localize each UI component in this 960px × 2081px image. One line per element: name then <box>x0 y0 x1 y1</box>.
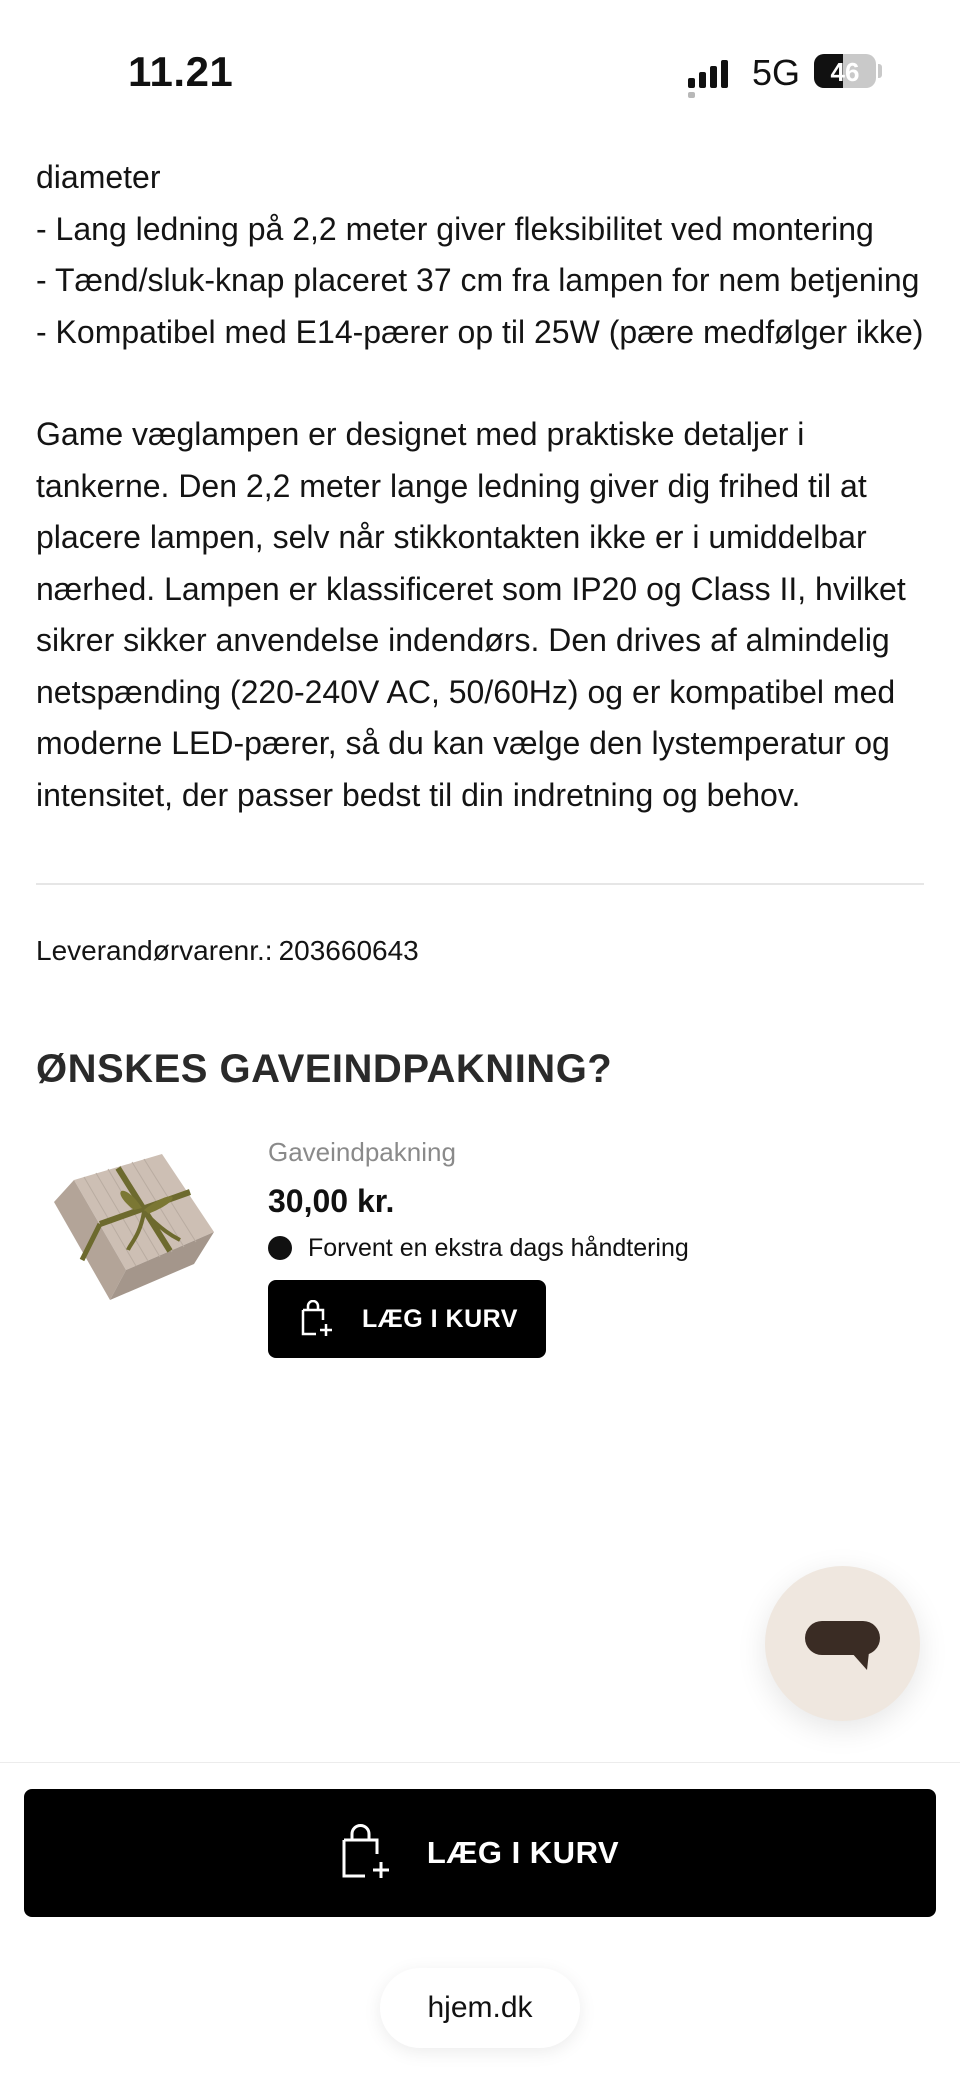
gift-wrap-name: Gaveindpakning <box>268 1137 456 1167</box>
spec-list <box>36 152 926 358</box>
gift-wrap-card <box>36 1134 926 1374</box>
spec-line: - Tænd/sluk-knap placeret 37 cm fra lampen for nem betjening <box>36 262 920 298</box>
bottom-cart-bar <box>0 1762 960 1940</box>
shopping-bag-plus-icon <box>341 1824 391 1882</box>
divider <box>36 883 924 885</box>
battery-percent: 46 <box>830 57 860 87</box>
spec-line: diameter <box>36 159 161 195</box>
status-bar <box>0 0 960 144</box>
supplier-label: Leverandørvarenr.: <box>36 935 273 966</box>
supplier-number: 203660643 <box>278 935 419 966</box>
status-dot-icon <box>268 1236 292 1260</box>
battery-icon <box>814 54 876 88</box>
add-to-cart-label: LÆG I KURV <box>426 1835 620 1870</box>
network-type: 5G <box>752 52 801 93</box>
chat-button[interactable] <box>765 1566 920 1721</box>
battery-tip <box>878 64 882 78</box>
add-to-cart-button[interactable] <box>24 1789 936 1917</box>
status-time: 11.21 <box>128 48 234 95</box>
gift-wrap-note-text: Forvent en ekstra dags håndtering <box>308 1234 689 1262</box>
spec-line: - Lang ledning på 2,2 meter giver fleksibilitet ved montering <box>36 210 874 247</box>
supplier-number-row <box>36 931 926 971</box>
browser-bar <box>0 1940 960 2081</box>
product-description: Game væglampen er designet med praktiske detaljer i tankerne. Den 2,2 meter lange ledning giver dig frihed til at placere lampen, selv når stikkontakten ikke er i umiddelbar nærhed. Lampen er klassificeret som IP20 og Class II, hvilket sikrer sikker anvendelse indendørs. Den drives af almindelig netspænding (220-240V AC, 50/60Hz) og er kompatibel med moderne LED-pærer, så du kan vælge den lystemperatur og intensitet, der passer bedst til din indretning og behov. <box>36 416 906 813</box>
shopping-bag-plus-icon <box>300 1300 334 1338</box>
spec-line: - Kompatibel med E14-pærer op til 25W (pære medfølger ikke) <box>36 313 924 350</box>
gift-wrap-price: 30,00 kr. <box>268 1183 395 1219</box>
gift-wrap-note <box>268 1230 868 1266</box>
chat-bubble-icon <box>765 1566 920 1721</box>
gift-wrap-button-label: LÆG I KURV <box>362 1304 518 1333</box>
gift-wrap-image <box>44 1140 224 1310</box>
gift-wrap-info <box>268 1134 868 1358</box>
signal-strength-icon <box>688 56 738 88</box>
product-content <box>36 152 926 1374</box>
url-pill[interactable]: hjem.dk <box>380 1968 580 2048</box>
gift-wrap-title: ØNSKES GAVEINDPAKNING? <box>36 1047 613 1091</box>
gift-wrap-add-to-cart-button[interactable] <box>268 1280 546 1358</box>
